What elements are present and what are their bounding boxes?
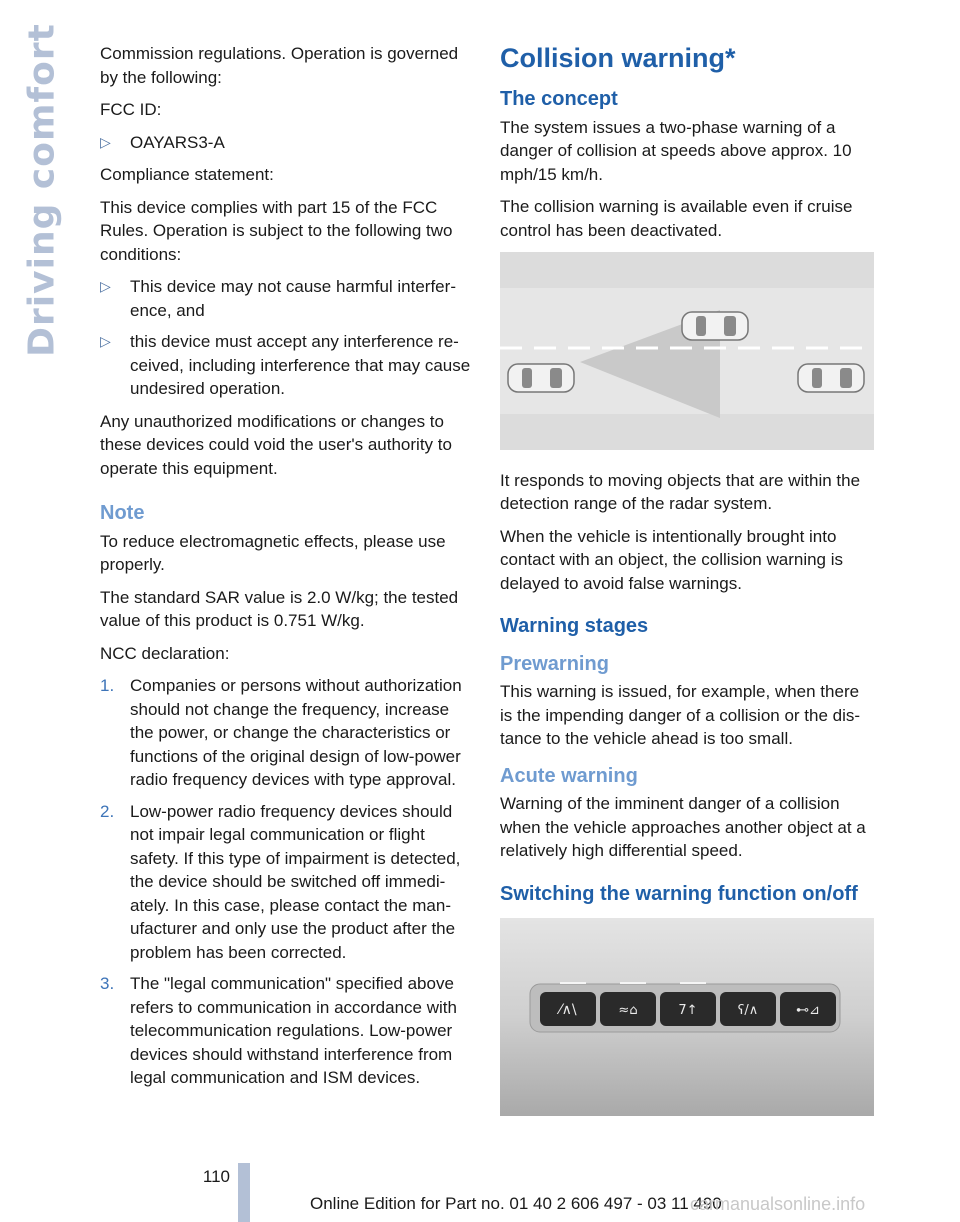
warning-stages-heading: Warning stages	[500, 615, 649, 637]
acute-warning-paragraph: Warning of the imminent danger of a collision when the vehicle approaches another object at a relatively high differential speed.	[500, 794, 866, 860]
list-item: ▷ This device may not cause harmful interference, and	[100, 277, 456, 320]
svg-text:⁄∧\: ⁄∧\	[559, 1002, 577, 1018]
triangle-bullet-icon: ▷	[100, 278, 111, 294]
compliance-paragraph: This device complies with part 15 of the FCC Rules. Operation is subject to the following two conditions:	[100, 197, 453, 264]
ncc-label: NCC declaration:	[100, 643, 230, 663]
radar-diagram-figure	[500, 252, 874, 457]
switching-heading: Switching the warning function on/off	[500, 882, 858, 905]
sar-paragraph: The standard SAR value is 2.0 W/kg; the tested value of this product is 0.751 W/kg.	[100, 587, 459, 630]
note-paragraph: To reduce electromagnetic effects, please use properly.	[100, 531, 446, 574]
car-ahead-lane-icon	[682, 312, 748, 340]
conditions-list	[100, 275, 474, 401]
footer-edition: Online Edition for Part no. 01 40 2 606 497 - 03 11 490	[310, 1194, 722, 1213]
triangle-bullet-icon: ▷	[100, 333, 111, 349]
hill-descent-button	[780, 992, 836, 1026]
section-title-vertical: Driving comfort	[21, 23, 63, 357]
section-side-tab	[21, 23, 63, 357]
ncc-list	[100, 674, 474, 1090]
left-column	[100, 42, 474, 1099]
collision-warning-button	[600, 992, 656, 1026]
lane-assist-button	[720, 992, 776, 1026]
svg-text:ʕ/∧: ʕ/∧	[737, 1003, 759, 1018]
fcc-list	[100, 131, 474, 155]
fcc-label: FCC ID:	[100, 100, 162, 119]
speed-limit-button	[660, 992, 716, 1026]
list-item: 1. Companies or persons without authorization should not change the frequency, increase the power, or change the characteristics or functions of the original design of low-power radio frequency devices with type approval.	[100, 676, 462, 789]
note-heading: Note	[100, 502, 145, 524]
own-car-icon	[508, 364, 574, 392]
concept-paragraph-1: The system issues a two-phase warning of a danger of collision at speeds above approx. 10 mph/15 km/h.	[500, 117, 852, 184]
list-item: ▷ OAYARS3-A	[100, 131, 474, 155]
acute-warning-heading: Acute warning	[500, 764, 638, 787]
page-title: Collision warning*	[500, 43, 736, 73]
car-ahead-icon	[798, 364, 864, 392]
prewarning-paragraph: This warning is issued, for example, when there is the impending danger of a collision or the distance to the vehicle ahead is too small.	[500, 682, 861, 748]
radar-paragraph-1: It responds to moving objects that are within the detection range of the radar system.	[500, 470, 861, 513]
list-item: 3. The "legal communication" specified above refers to communication in accordance with telecommunication regulations. Low-power devices should withstand interference from legal communication and ISM devices.	[100, 974, 457, 1087]
triangle-bullet-icon: ▷	[100, 133, 111, 150]
radar-diagram	[500, 252, 874, 450]
page-number: 110	[202, 1167, 230, 1186]
concept-heading: The concept	[500, 88, 618, 110]
radar-paragraph-2: When the vehicle is intentionally brought into contact with an object, the collision warning is delayed to avoid false warnings.	[500, 526, 844, 593]
svg-text:≈⌂: ≈⌂	[618, 1003, 638, 1018]
svg-text:7↑: 7↑	[678, 1003, 698, 1018]
concept-paragraph-2: The collision warning is available even if cruise control has been deactivated.	[500, 197, 853, 240]
list-item: ▷ this device must accept any interference received, including interference that may cause undesired operation.	[100, 332, 471, 398]
right-column	[500, 42, 874, 1135]
list-item: 2. Low-power radio frequency devices should not impair legal communication or flight safety. If this type of impairment is detected, the device should be switched off immediately. In this case, please contact the manufacturer and only use the product after the problem has been corrected.	[100, 801, 461, 962]
prewarning-heading: Prewarning	[500, 652, 609, 675]
compliance-label: Compliance statement:	[100, 165, 274, 184]
svg-text:⊷⊿: ⊷⊿	[796, 1003, 820, 1018]
button-panel-figure	[500, 918, 874, 1123]
lane-departure-button	[540, 992, 596, 1026]
intro-paragraph: Commission regulations. Operation is governed by the following:	[100, 44, 459, 87]
footer-accent-bar	[238, 1163, 250, 1222]
button-panel-photo	[500, 918, 874, 1116]
modifications-paragraph: Any unauthorized modifications or changes to these devices could void the user's authority to operate this equipment.	[100, 411, 452, 478]
watermark: carmanualsonline.info	[690, 1194, 866, 1214]
